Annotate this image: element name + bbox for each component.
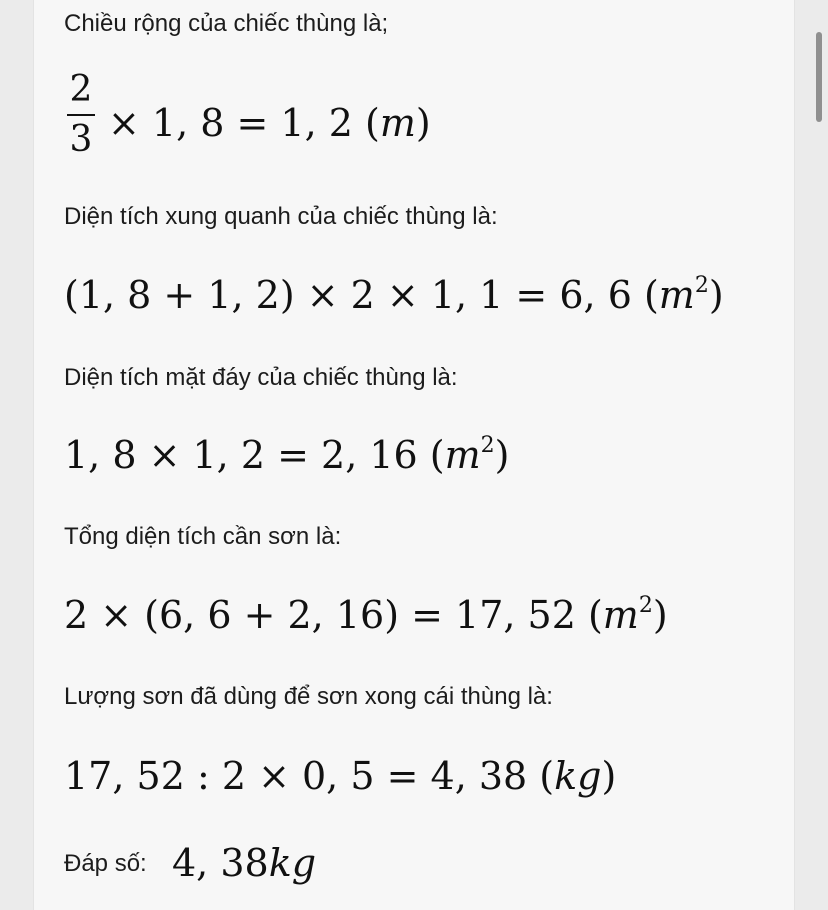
fraction-bar [67, 114, 95, 116]
answer-label: Đáp số: [64, 850, 147, 877]
step5-unit: kg [554, 754, 602, 798]
step2-close: ) [708, 273, 724, 317]
step3-expr: 1, 8 × 1, 2 = 2, 16 ( [64, 433, 445, 477]
step5-expr: 17, 52 : 2 × 0, 5 = 4, 38 ( [64, 754, 555, 798]
step4-label: Tổng diện tích cần sơn là: [64, 523, 342, 550]
fraction-two-thirds [64, 69, 98, 160]
step4-exponent: 2 [638, 593, 653, 618]
step1-expression [108, 101, 431, 145]
step2-expr: (1, 8 + 1, 2) × 2 × 1, 1 = 6, 6 ( [64, 273, 659, 317]
step5-expression [64, 754, 617, 798]
answer-value [172, 841, 317, 885]
step1-rest: × 1, 8 = 1, 2 ( [108, 101, 380, 145]
scrollbar-thumb[interactable] [816, 32, 822, 122]
step3-expression [64, 433, 510, 477]
step5-close: ) [601, 754, 617, 798]
step2-label: Diện tích xung quanh của chiếc thùng là: [64, 203, 498, 230]
step3-label: Diện tích mặt đáy của chiếc thùng là: [64, 364, 458, 391]
step2-unit: m [658, 273, 695, 317]
step4-expression [64, 593, 668, 637]
step1-close: ) [415, 101, 431, 145]
fraction-numerator: 2 [69, 69, 93, 110]
fraction-denominator: 3 [69, 119, 93, 160]
answer-number: 4, 38 [172, 841, 269, 885]
step2-exponent: 2 [694, 273, 709, 298]
step1-label: Chiều rộng của chiếc thùng là; [64, 10, 389, 37]
answer-unit: kg [268, 841, 317, 885]
step3-close: ) [494, 433, 510, 477]
step4-unit: m [602, 593, 639, 637]
step1-unit: m [379, 101, 416, 145]
step3-exponent: 2 [480, 433, 495, 458]
step2-expression [64, 273, 724, 317]
step4-expr: 2 × (6, 6 + 2, 16) = 17, 52 ( [64, 593, 603, 637]
step4-close: ) [652, 593, 668, 637]
step5-label: Lượng sơn đã dùng để sơn xong cái thùng là: [64, 683, 553, 710]
step3-unit: m [444, 433, 481, 477]
